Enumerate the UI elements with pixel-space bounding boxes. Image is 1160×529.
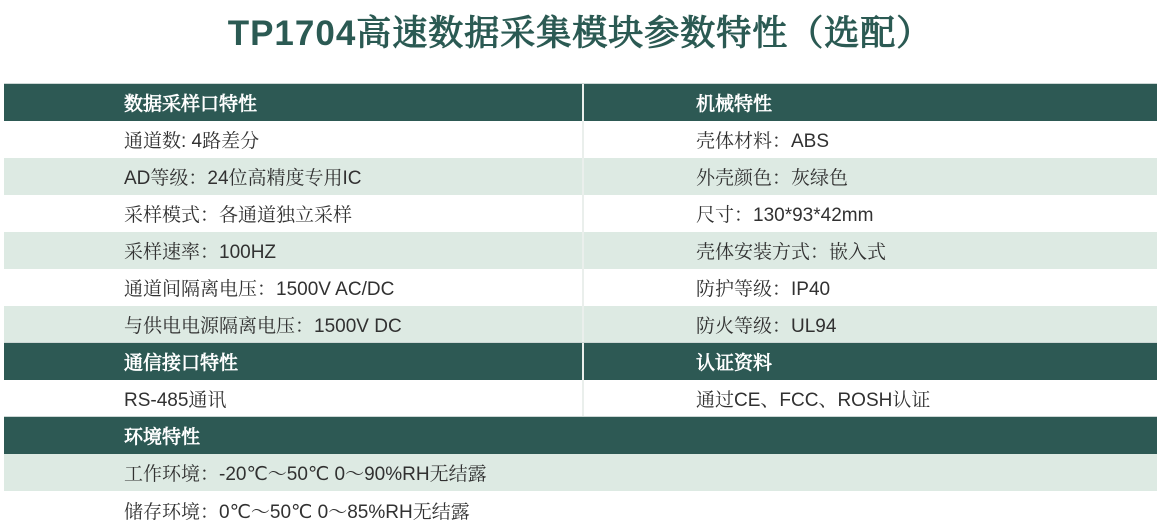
section-header-sampling: 数据采样口特性 xyxy=(124,94,258,115)
spec-cell-supply-isolation: 与供电电源隔离电压：1500V DC xyxy=(124,316,402,337)
table-row xyxy=(4,343,1157,380)
table-row xyxy=(4,232,1157,269)
table-row xyxy=(4,454,1157,491)
spec-cell-sampling-rate: 采样速率：100HZ xyxy=(124,242,277,263)
section-header-cert: 认证资料 xyxy=(582,343,1157,380)
table-row xyxy=(4,269,1157,306)
table-row xyxy=(4,195,1157,232)
section-header-environment: 环境特性 xyxy=(124,427,201,448)
table-row xyxy=(4,417,1157,454)
table-row xyxy=(4,158,1157,195)
spec-cell-shell-material: 壳体材料：ABS xyxy=(582,121,1157,158)
spec-cell-mounting: 壳体安装方式：嵌入式 xyxy=(582,232,1157,269)
spec-cell-protection-rating: 防护等级：IP40 xyxy=(582,269,1157,306)
spec-cell-fire-rating: 防火等级：UL94 xyxy=(582,306,1157,343)
spec-cell-ad-grade: AD等级：24位高精度专用IC xyxy=(124,168,362,189)
spec-cell-channel-isolation: 通道间隔离电压：1500V AC/DC xyxy=(124,279,395,300)
page-title: TP1704高速数据采集模块参数特性（选配） xyxy=(227,14,933,53)
spec-cell-certifications: 通过CE、FCC、ROSH认证 xyxy=(582,380,1157,417)
spec-cell-channel-count: 通道数: 4路差分 xyxy=(124,131,260,152)
spec-cell-storage-env: 储存环境：0℃～50℃ 0～85%RH无结露 xyxy=(124,501,470,523)
spec-cell-shell-color: 外壳颜色：灰绿色 xyxy=(582,158,1157,195)
table-row xyxy=(4,84,1157,121)
table-row xyxy=(4,380,1157,417)
spec-cell-dimensions: 尺寸：130*93*42mm xyxy=(582,195,1157,232)
spec-table xyxy=(4,84,1157,529)
spec-cell-comm-interface: RS-485通讯 xyxy=(124,390,227,411)
table-row xyxy=(4,121,1157,158)
section-header-comm: 通信接口特性 xyxy=(124,353,239,374)
section-header-mechanical: 机械特性 xyxy=(582,84,1157,121)
spec-cell-sampling-mode: 采样模式：各通道独立采样 xyxy=(124,205,353,226)
spec-cell-operating-env: 工作环境：-20℃～50℃ 0～90%RH无结露 xyxy=(124,464,487,485)
table-row xyxy=(4,491,1157,529)
table-row xyxy=(4,306,1157,343)
